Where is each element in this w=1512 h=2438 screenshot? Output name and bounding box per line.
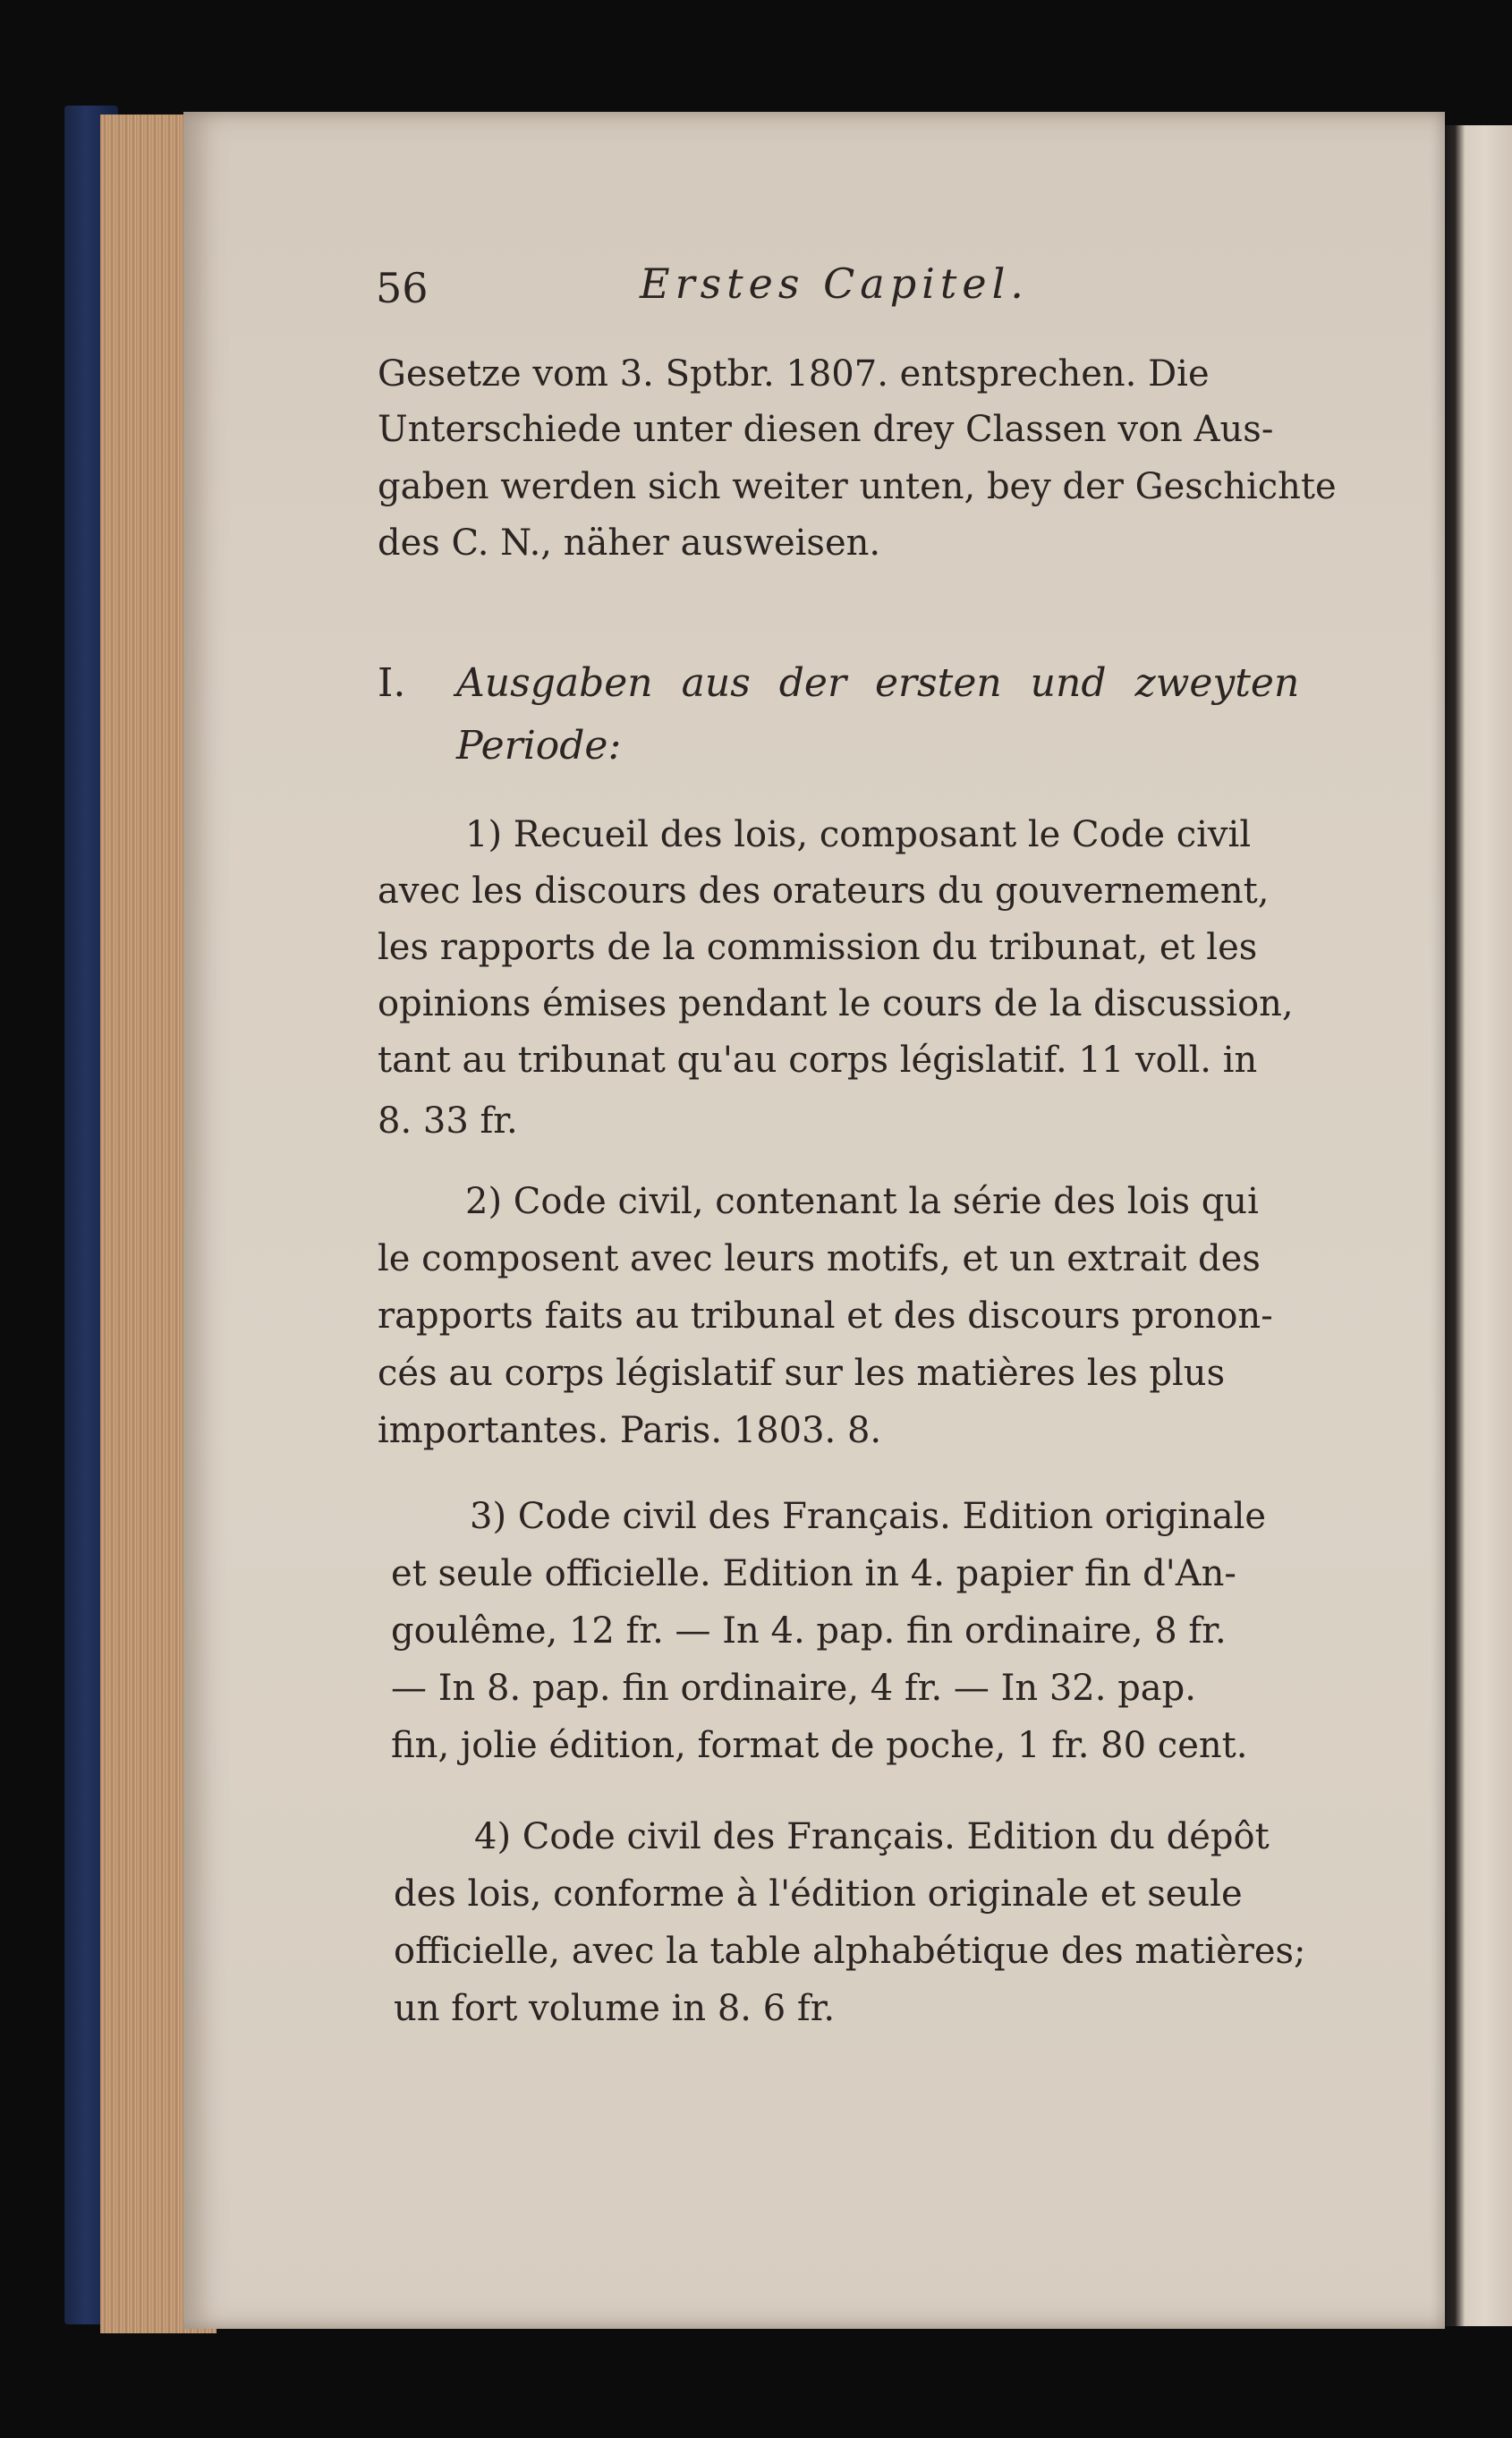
- page-number: 56: [376, 264, 429, 312]
- item-line: 3) Code civil des Français. Edition originale: [470, 1496, 1267, 1537]
- item-line: un fort volume in 8. 6 fr.: [394, 1988, 836, 2029]
- item-line: — In 8. pap. fin ordinaire, 4 fr. — In 32. pap.: [391, 1668, 1196, 1709]
- item-line: opinions émises pendant le cours de la discussion,: [378, 983, 1294, 1024]
- section-label: I.: [378, 660, 406, 706]
- item-line: 2) Code civil, contenant la série des lois qui: [465, 1181, 1259, 1222]
- item-line: goulême, 12 fr. — In 4. pap. fin ordinaire, 8 fr.: [391, 1610, 1227, 1652]
- item-line: fin, jolie édition, format de poche, 1 fr. 80 cent.: [391, 1725, 1248, 1766]
- facing-page-edge: [1445, 125, 1512, 2326]
- running-header: Erstes Capitel.: [640, 259, 1029, 308]
- item-line: officielle, avec la table alphabétique des matières;: [394, 1931, 1306, 1972]
- item-line: tant au tribunat qu'au corps législatif. 11 voll. in: [378, 1040, 1258, 1081]
- intro-line: gaben werden sich weiter unten, bey der Geschichte: [378, 466, 1337, 507]
- item-line: importantes. Paris. 1803. 8.: [378, 1410, 882, 1451]
- item-line: rapports faits au tribunal et des discours pronon-: [378, 1295, 1273, 1337]
- item-line: des lois, conforme à l'édition originale et seule: [394, 1873, 1243, 1915]
- item-line: 8. 33 fr.: [378, 1100, 518, 1142]
- item-line: 1) Recueil des lois, composant le Code civil: [465, 814, 1252, 855]
- item-line: cés au corps législatif sur les matières les plus: [378, 1353, 1226, 1394]
- item-line: les rapports de la commission du tribunat, et les: [378, 927, 1258, 968]
- item-line: 4) Code civil des Français. Edition du dépôt: [474, 1816, 1270, 1857]
- item-line: le composent avec leurs motifs, et un extrait des: [378, 1238, 1261, 1279]
- item-line: avec les discours des orateurs du gouvernement,: [378, 871, 1270, 912]
- intro-line: des C. N., näher ausweisen.: [378, 522, 881, 564]
- intro-line: Unterschiede unter diesen drey Classen von Aus-: [378, 409, 1274, 450]
- item-line: et seule officielle. Edition in 4. papier fin d'An-: [391, 1553, 1236, 1594]
- section-title-continued: Periode:: [456, 723, 622, 769]
- intro-line: Gesetze vom 3. Sptbr. 1807. entsprechen. Die: [378, 353, 1210, 395]
- section-title: Ausgaben aus der ersten und zweyten: [456, 660, 1300, 706]
